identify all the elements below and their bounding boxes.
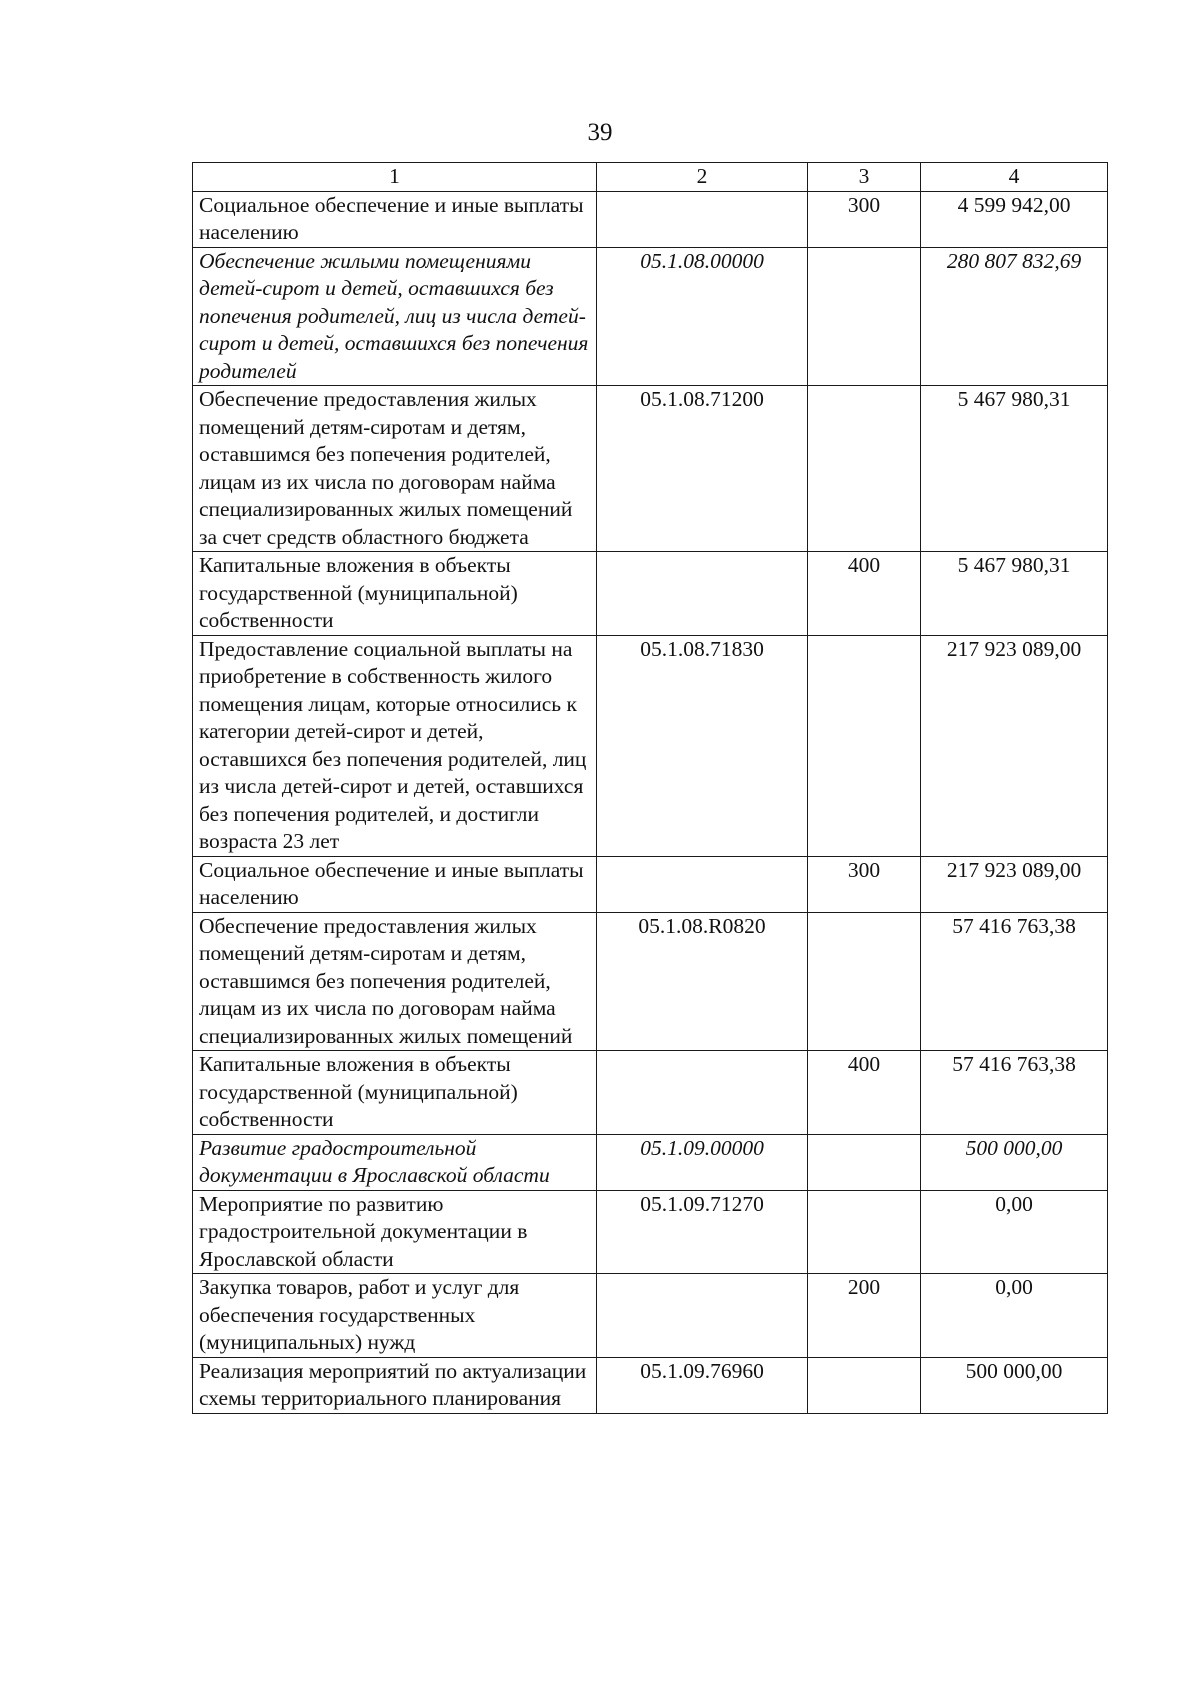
table-row bbox=[193, 1190, 1108, 1274]
item-name: Обеспечение жилыми помещениями детей-сирот и детей, оставшихся без попечения родителей, лиц из числа детей-сирот и детей, оставшихся без попечения родителей bbox=[193, 247, 597, 386]
table-row bbox=[193, 247, 1108, 386]
table-row bbox=[193, 191, 1108, 247]
item-amount: 5 467 980,31 bbox=[921, 552, 1108, 636]
item-amount: 0,00 bbox=[921, 1274, 1108, 1358]
item-name: Предоставление социальной выплаты на приобретение в собственность жилого помещения лицам, которые относились к категории детей-сирот и детей, оставшихся без попечения родителей, лиц из числа детей-сирот и детей, оставшихся без попечения родителей, и достигли возраста 23 лет bbox=[193, 635, 597, 856]
item-amount: 57 416 763,38 bbox=[921, 1051, 1108, 1135]
item-amount: 4 599 942,00 bbox=[921, 191, 1108, 247]
column-header-1: 1 bbox=[193, 163, 597, 192]
item-code bbox=[597, 1274, 808, 1358]
item-name: Закупка товаров, работ и услуг для обеспечения государственных (муниципальных) нужд bbox=[193, 1274, 597, 1358]
table-row bbox=[193, 1051, 1108, 1135]
table-row bbox=[193, 1274, 1108, 1358]
table-header-row bbox=[193, 163, 1108, 192]
item-amount: 217 923 089,00 bbox=[921, 635, 1108, 856]
column-header-3: 3 bbox=[808, 163, 921, 192]
item-code: 05.1.08.R0820 bbox=[597, 912, 808, 1051]
item-code bbox=[597, 191, 808, 247]
table-row bbox=[193, 386, 1108, 552]
table-row bbox=[193, 552, 1108, 636]
item-code: 05.1.09.71270 bbox=[597, 1190, 808, 1274]
expense-type: 200 bbox=[808, 1274, 921, 1358]
item-name: Обеспечение предоставления жилых помещений детям-сиротам и детям, оставшимся без попечения родителей, лицам из их числа по договорам найма специализированных жилых помещений bbox=[193, 912, 597, 1051]
table-row bbox=[193, 1357, 1108, 1413]
expense-type: 400 bbox=[808, 552, 921, 636]
item-name: Социальное обеспечение и иные выплаты населению bbox=[193, 191, 597, 247]
expense-type bbox=[808, 1134, 921, 1190]
item-code: 05.1.08.71200 bbox=[597, 386, 808, 552]
item-amount: 280 807 832,69 bbox=[921, 247, 1108, 386]
column-header-2: 2 bbox=[597, 163, 808, 192]
item-code: 05.1.08.00000 bbox=[597, 247, 808, 386]
item-code: 05.1.09.00000 bbox=[597, 1134, 808, 1190]
item-amount: 0,00 bbox=[921, 1190, 1108, 1274]
budget-table bbox=[192, 162, 1108, 1414]
expense-type: 300 bbox=[808, 856, 921, 912]
table-row bbox=[193, 912, 1108, 1051]
item-code bbox=[597, 1051, 808, 1135]
expense-type bbox=[808, 247, 921, 386]
expense-type: 300 bbox=[808, 191, 921, 247]
expense-type: 400 bbox=[808, 1051, 921, 1135]
item-amount: 57 416 763,38 bbox=[921, 912, 1108, 1051]
item-amount: 5 467 980,31 bbox=[921, 386, 1108, 552]
table-row bbox=[193, 635, 1108, 856]
item-name: Развитие градостроительной документации в Ярославской области bbox=[193, 1134, 597, 1190]
expense-type bbox=[808, 1190, 921, 1274]
item-name: Капитальные вложения в объекты государственной (муниципальной) собственности bbox=[193, 552, 597, 636]
item-amount: 500 000,00 bbox=[921, 1357, 1108, 1413]
expense-type bbox=[808, 1357, 921, 1413]
item-amount: 500 000,00 bbox=[921, 1134, 1108, 1190]
item-name: Мероприятие по развитию градостроительной документации в Ярославской области bbox=[193, 1190, 597, 1274]
page-number: 39 bbox=[587, 119, 613, 146]
expense-type bbox=[808, 386, 921, 552]
item-name: Капитальные вложения в объекты государственной (муниципальной) собственности bbox=[193, 1051, 597, 1135]
expense-type bbox=[808, 635, 921, 856]
item-amount: 217 923 089,00 bbox=[921, 856, 1108, 912]
column-header-4: 4 bbox=[921, 163, 1108, 192]
item-name: Реализация мероприятий по актуализации схемы территориального планирования bbox=[193, 1357, 597, 1413]
item-code bbox=[597, 552, 808, 636]
item-code: 05.1.09.76960 bbox=[597, 1357, 808, 1413]
table-row bbox=[193, 856, 1108, 912]
item-code: 05.1.08.71830 bbox=[597, 635, 808, 856]
expense-type bbox=[808, 912, 921, 1051]
item-code bbox=[597, 856, 808, 912]
item-name: Обеспечение предоставления жилых помещений детям-сиротам и детям, оставшимся без попечения родителей, лицам из их числа по договорам найма специализированных жилых помещений за счет средств областного бюджета bbox=[193, 386, 597, 552]
table-row bbox=[193, 1134, 1108, 1190]
item-name: Социальное обеспечение и иные выплаты населению bbox=[193, 856, 597, 912]
